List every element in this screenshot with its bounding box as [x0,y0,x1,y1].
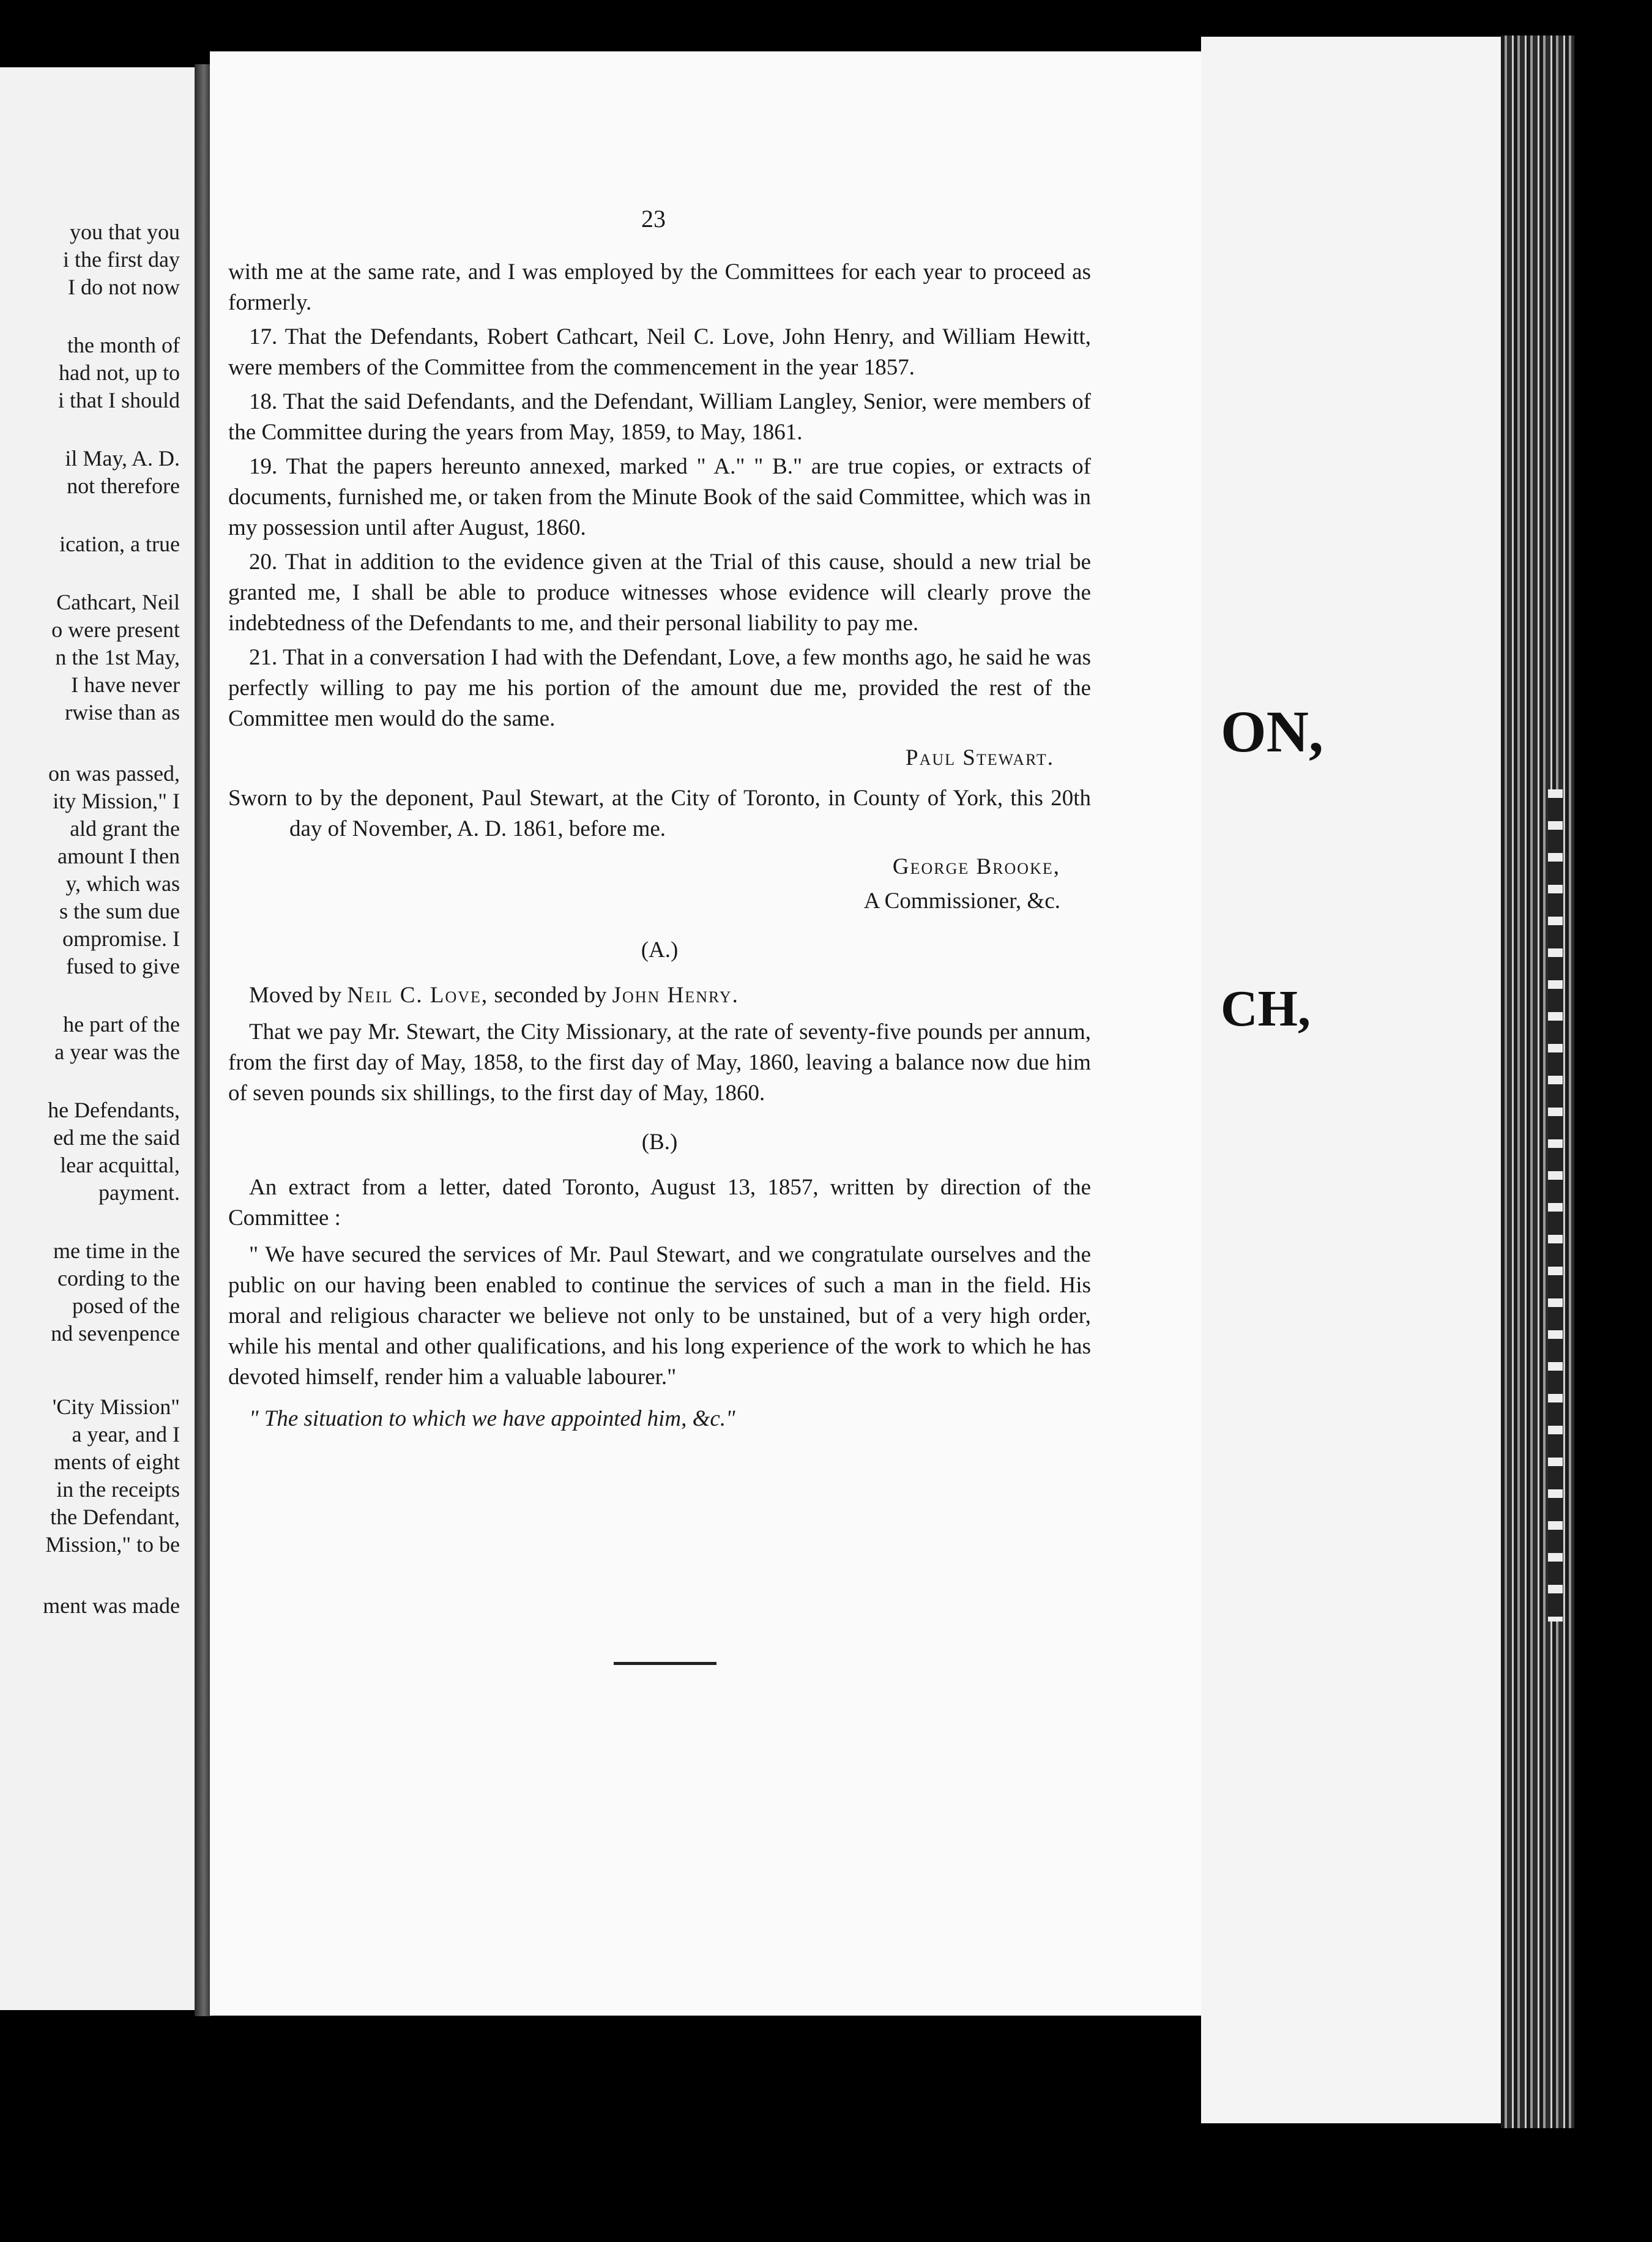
left-page-line: ald grant the [70,816,180,841]
section-b-heading: (B.) [641,1130,678,1155]
left-page-line: me time in the [53,1238,180,1263]
spine-pattern [1548,789,1563,1622]
commissioner-name: George Brooke, [892,854,1060,879]
paragraph-20: 20. That in addition to the evidence given at the Trial of this cause, should a new trial be granted me, I shall be able to produce witnesses whose evidence will clearly prove the indebtedness of the Defendants to me, and their personal liability to pay me. [228,549,1091,636]
left-page-line: I have never [71,672,180,697]
left-page-line: ity Mission," I [53,789,180,813]
left-page-line: a year, and I [72,1422,180,1447]
left-page-line: o were present [51,617,180,642]
moved-prefix: Moved by [249,983,342,1008]
paragraph-19: 19. That the papers hereunto annexed, marked " A." " B." are true copies, or extracts of documents, furnished me, or taken from the Minute Book of the said Committee, which was in my possession until after August, 1860. [228,454,1091,540]
left-page-line: ompromise. I [62,926,180,951]
seconded-prefix: seconded by [494,983,607,1008]
left-page-line: ment was made [43,1593,180,1618]
left-page-line: 'City Mission" [52,1395,180,1419]
left-page-line: had not, up to [59,360,180,385]
left-page-line: n the 1st May, [55,645,180,669]
paragraph-16: with me at the same rate, and I was employed by the Committees for each year to proceed as formerly. [228,259,1091,315]
section-a-moved [228,980,1091,1011]
left-page-line: the month of [67,333,180,357]
page-number: 23 [641,205,666,233]
paragraph-18: 18. That the said Defendants, and the Defendant, William Langley, Senior, were members of the Committee during the years from May, 1859, to May, 1861. [228,389,1091,445]
commissioner-title: A Commissioner, &c. [863,888,1060,914]
left-page-line: not therefore [67,474,180,498]
left-page-line: rwise than as [65,700,180,724]
section-b-intro: An extract from a letter, dated Toronto, August 13, 1857, written by direction of the Committee : [228,1175,1091,1231]
left-page-line: i the first day [63,247,180,272]
left-page-line: payment. [99,1180,180,1205]
mover-name: Neil C. Love, [347,983,489,1008]
left-page-line: posed of the [72,1294,180,1318]
paragraph-21: 21. That in a conversation I had with the Defendant, Love, a few months ago, he said he was perfectly willing to pay me his portion of the amount due me, provided the rest of the Committee men would do the same. [228,645,1091,731]
section-a-body: That we pay Mr. Stewart, the City Missionary, at the rate of seventy-five pounds per annum, from the first day of May, 1858, to the first day of May, 1860, leaving a balance now due him of seven pounds six shillings, to the first day of May, 1860. [228,1019,1091,1106]
left-page-line: a year was the [54,1040,180,1064]
seconder-name: John Henry. [612,983,739,1008]
left-page-line: Cathcart, Neil [56,590,180,614]
sworn-statement: Sworn to by the deponent, Paul Stewart, at the City of Toronto, in County of York, this 20th day of November, A. D. 1861, before me. [228,786,1091,841]
left-page-line: y, which was [65,871,180,896]
left-page-line: he part of the [63,1012,180,1037]
paragraph-17: 17. That the Defendants, Robert Cathcart, Neil C. Love, John Henry, and William Hewitt, were members of the Committee from the commencement in the year 1857. [228,324,1091,380]
left-page-line: lear acquittal, [60,1153,180,1177]
cover-word-on: ON, [1221,699,1323,764]
section-a-heading: (A.) [641,937,679,963]
left-page-line: Mission," to be [45,1532,180,1557]
left-page-line: in the receipts [56,1477,180,1502]
left-page-line: he Defendants, [48,1098,180,1122]
closing-rule [614,1662,716,1665]
left-page-line: fused to give [66,954,180,978]
left-page-line: nd sevenpence [51,1321,180,1346]
deponent-signature: Paul Stewart. [906,745,1054,770]
left-page-line: ication, a true [59,532,180,556]
left-page-line: il May, A. D. [65,446,180,471]
cover-word-ch: CH, [1221,980,1311,1037]
left-page-line: I do not now [68,275,180,299]
left-page-line: cording to the [58,1266,180,1290]
document-body [228,257,1091,1438]
book-edge [1501,35,1574,2128]
cover-sheet [1201,37,1501,2123]
left-page-line: on was passed, [48,761,180,786]
left-page-line: the Defendant, [50,1505,180,1529]
section-b-closing: " The situation to which we have appointed him, &c." [249,1406,735,1431]
left-page-line: s the sum due [59,899,180,923]
left-page-line: amount I then [58,844,180,868]
left-page-line: ments of eight [54,1450,180,1474]
left-page-line: i that I should [58,388,180,412]
left-page-line: you that you [70,220,180,244]
section-b-quote: " We have secured the services of Mr. Paul Stewart, and we congratulate ourselves and the public on our having been enabled to continue the services of such a man in the field. His moral and religious character we believe not only to be unstained, but of a very high order, while his mental and other qualifications, and his long experience of the work to which he has devoted himself, render him a valuable labourer." [228,1242,1091,1390]
left-page-fragment [0,67,195,2010]
left-page-line: ed me the said [53,1125,180,1150]
